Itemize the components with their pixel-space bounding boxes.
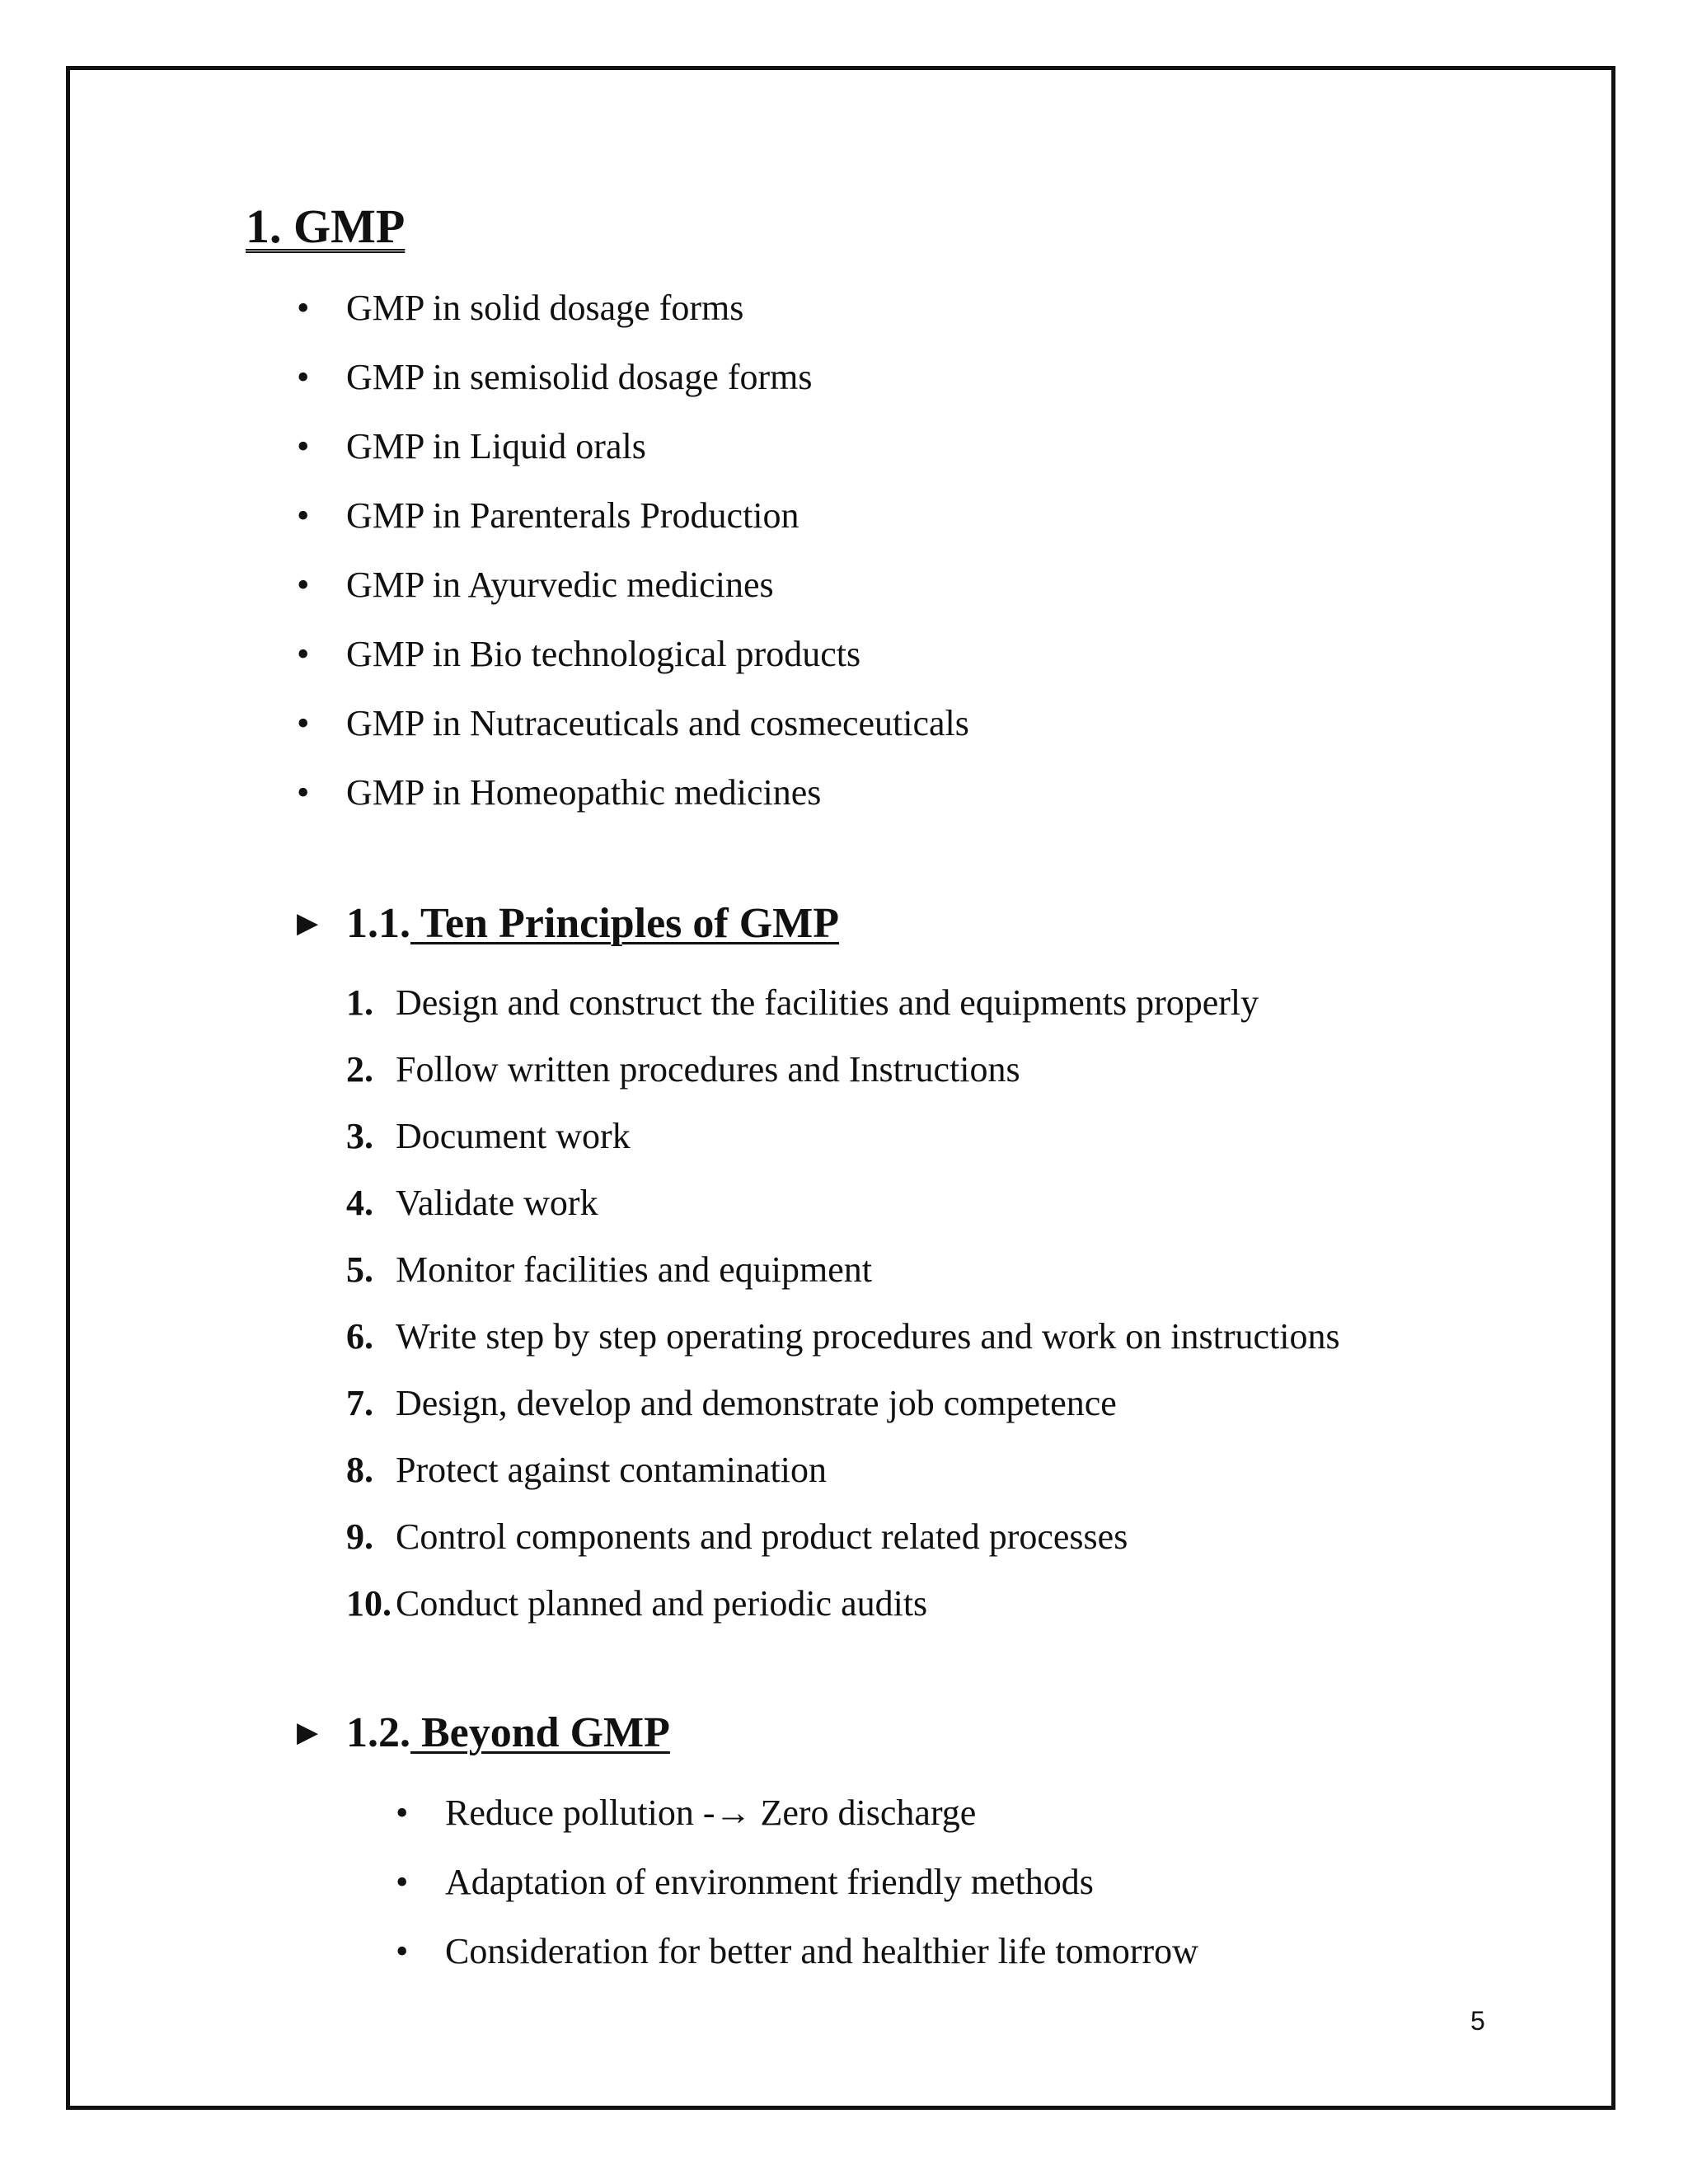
page-number: 5 (1470, 2006, 1485, 2036)
bullet-dot-icon: • (297, 426, 310, 466)
list-item: • GMP in Parenterals Production (297, 481, 969, 551)
subsection-heading-ten-principles: ▶ 1.1. Ten Principles of GMP (297, 895, 839, 956)
list-item: • GMP in Homeopathic medicines (297, 758, 969, 827)
triangle-right-icon: ▶ (297, 1718, 319, 1749)
list-item: 3. Document work (346, 1116, 631, 1156)
list-item: 8. Protect against contamination (346, 1450, 827, 1490)
gmp-bullet-list (297, 274, 969, 827)
bullet-dot-icon: • (297, 495, 310, 536)
bullet-dot-icon: • (396, 1793, 409, 1833)
bullet-dot-icon: • (297, 565, 310, 605)
subsection-heading-beyond-gmp: ▶ 1.2. Beyond GMP (297, 1704, 670, 1765)
beyond-gmp-bullet-list (396, 1779, 1198, 1986)
list-item: • GMP in Nutraceuticals and cosmeceuticals (297, 689, 969, 758)
bullet-dot-icon: • (297, 634, 310, 674)
list-item: 7. Design, develop and demonstrate job competence (346, 1383, 1117, 1423)
list-item: 6. Write step by step operating procedures and work on instructions (346, 1316, 1340, 1357)
list-item: 10. Conduct planned and periodic audits (346, 1583, 928, 1624)
list-item: • GMP in solid dosage forms (297, 274, 969, 343)
list-item: • GMP in Ayurvedic medicines (297, 551, 969, 620)
list-item: • Reduce pollution -→ Zero discharge (396, 1779, 1198, 1848)
bullet-dot-icon: • (297, 703, 310, 743)
bullet-dot-icon: • (396, 1931, 409, 1971)
list-item: 2. Follow written procedures and Instructions (346, 1049, 1020, 1090)
triangle-right-icon: ▶ (297, 908, 319, 940)
list-item: 1. Design and construct the facilities and equipments properly (346, 982, 1259, 1023)
list-item: • Adaptation of environment friendly methods (396, 1848, 1198, 1917)
list-item: • GMP in Bio technological products (297, 620, 969, 689)
bullet-dot-icon: • (396, 1862, 409, 1902)
list-item: 4. Validate work (346, 1183, 598, 1223)
bullet-dot-icon: • (297, 357, 310, 397)
list-item: • GMP in semisolid dosage forms (297, 343, 969, 412)
list-item: • GMP in Liquid orals (297, 412, 969, 481)
principles-numbered-list (346, 969, 1340, 1637)
section-heading-gmp: 1. GMP (246, 199, 406, 253)
list-item: 5. Monitor facilities and equipment (346, 1249, 872, 1290)
list-item: 9. Control components and product related processes (346, 1516, 1128, 1557)
bullet-dot-icon: • (297, 288, 310, 328)
bullet-dot-icon: • (297, 772, 310, 813)
list-item: • Consideration for better and healthier life tomorrow (396, 1917, 1198, 1986)
